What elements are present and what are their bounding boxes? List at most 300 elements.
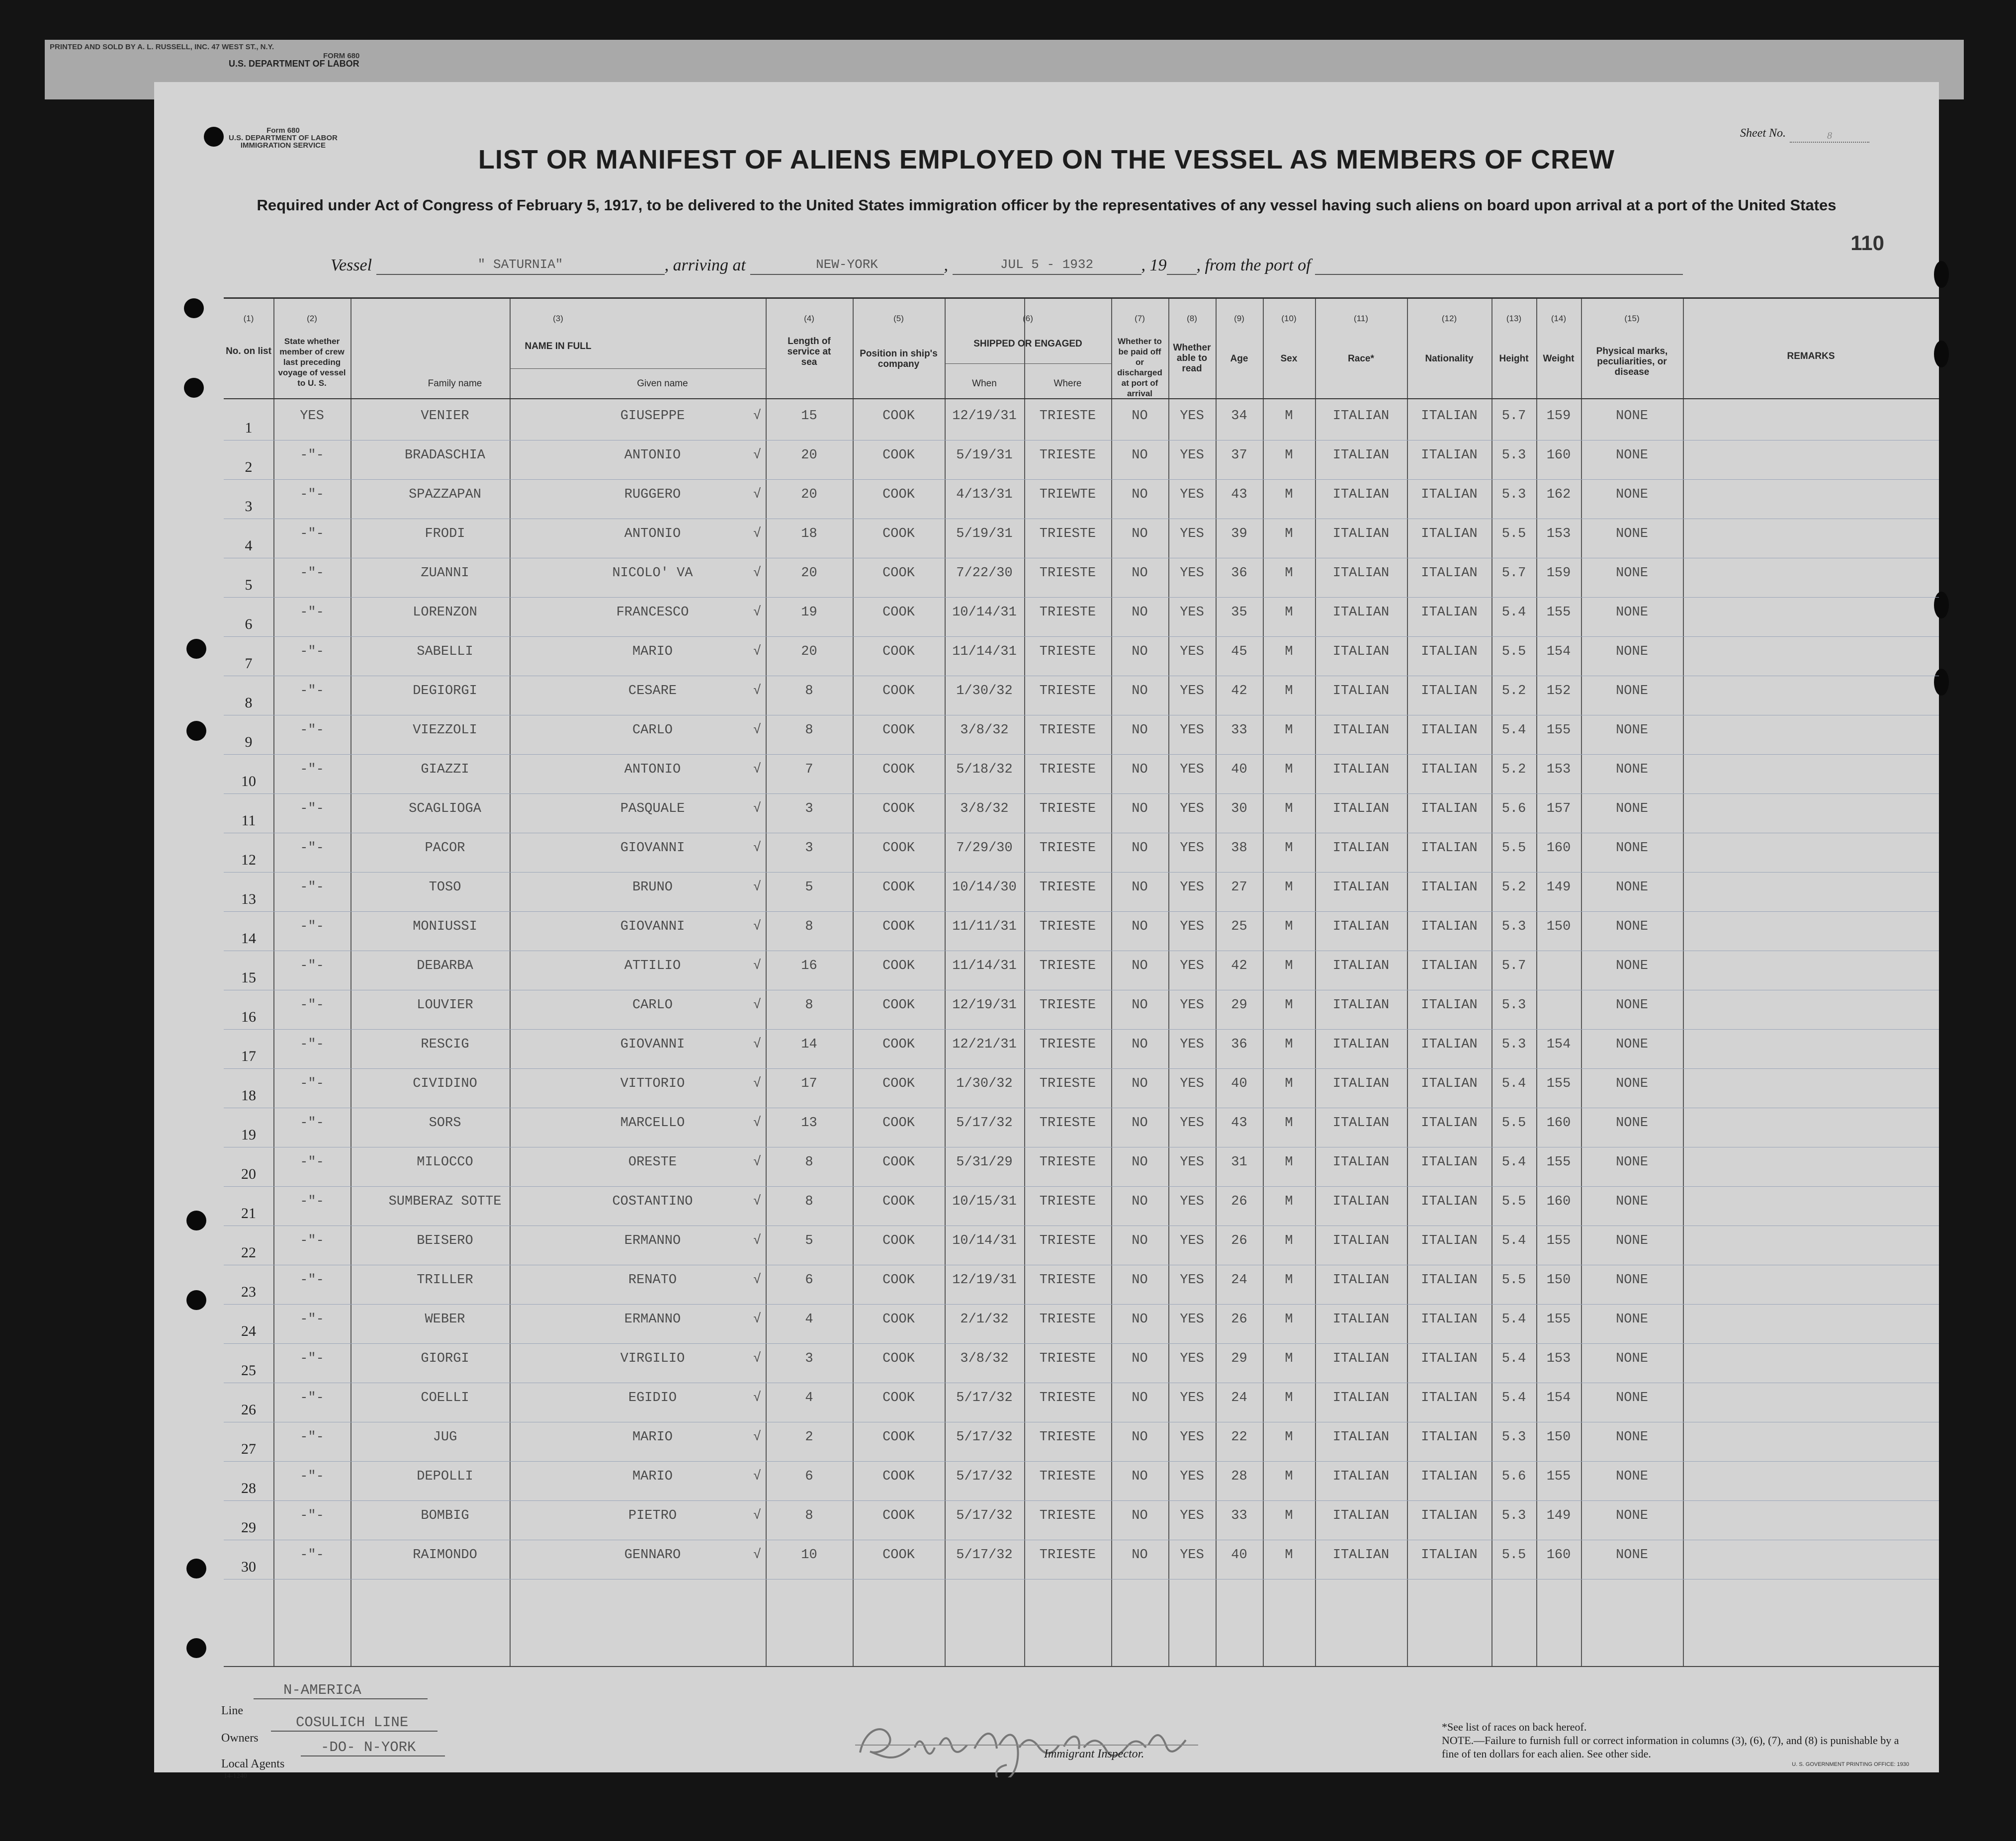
inspector-label: Immigrant Inspector. xyxy=(1044,1748,1144,1760)
check-mark-icon: √ xyxy=(753,1351,762,1366)
cell-marks: NONE xyxy=(1616,1312,1648,1327)
cell-service: 5 xyxy=(805,1233,813,1248)
cell-read: YES xyxy=(1180,409,1204,424)
table-row xyxy=(224,1186,1939,1226)
cell-age: 40 xyxy=(1231,1076,1247,1091)
note-penalty: NOTE.—Failure to furnish full or correct information in columns (3), (6), (7), and (8) is punishable by a fine of ten dollars for each alien. See other side. xyxy=(1442,1734,1899,1760)
cell-where: TRIESTE xyxy=(1039,684,1096,699)
cell-position: COOK xyxy=(882,841,915,856)
cell-family: SORS xyxy=(429,1116,461,1131)
col-head-no: No. on list xyxy=(226,346,271,356)
cell-paid: NO xyxy=(1132,448,1148,463)
cell-where: TRIESTE xyxy=(1039,1273,1096,1288)
cell-age: 27 xyxy=(1231,880,1247,895)
cell-no: 25 xyxy=(241,1362,256,1379)
cell-marks: NONE xyxy=(1616,1391,1648,1405)
check-mark-icon: √ xyxy=(753,1076,762,1091)
col-num-8: (8) xyxy=(1187,314,1197,323)
check-mark-icon: √ xyxy=(753,841,762,856)
arrival-date: JUL 5 - 1932 xyxy=(953,257,1141,275)
cell-where: TRIESTE xyxy=(1039,605,1096,620)
stamped-page-number: 110 xyxy=(1850,231,1884,255)
cell-age: 40 xyxy=(1231,1548,1247,1563)
cell-weight: 154 xyxy=(1546,1037,1571,1052)
cell-no: 29 xyxy=(241,1519,256,1536)
cell-read: YES xyxy=(1180,1508,1204,1523)
table-row xyxy=(224,1226,1939,1265)
col-head-position: Position in ship's company xyxy=(860,349,938,369)
cell-no: 19 xyxy=(241,1127,256,1143)
cell-family: BEISERO xyxy=(417,1233,473,1248)
cell-position: COOK xyxy=(882,1312,915,1327)
cell-paid: NO xyxy=(1132,880,1148,895)
check-mark-icon: √ xyxy=(753,801,762,816)
cell-given: VITTORIO xyxy=(620,1076,685,1091)
cell-prev: -"- xyxy=(300,1508,324,1523)
cell-sex: M xyxy=(1285,919,1293,934)
cell-position: COOK xyxy=(882,880,915,895)
cell-marks: NONE xyxy=(1616,409,1648,424)
punch-hole xyxy=(186,1638,206,1658)
cell-paid: NO xyxy=(1132,1273,1148,1288)
cell-prev: -"- xyxy=(300,1037,324,1052)
cell-weight: 150 xyxy=(1546,919,1571,934)
cell-service: 20 xyxy=(801,644,817,659)
cell-no: 23 xyxy=(241,1284,256,1300)
cell-height: 5.4 xyxy=(1501,1155,1526,1170)
cell-given: PIETRO xyxy=(628,1508,677,1523)
cell-read: YES xyxy=(1180,644,1204,659)
cell-prev: -"- xyxy=(300,1548,324,1563)
cell-where: TRIESTE xyxy=(1039,1351,1096,1366)
cell-prev: -"- xyxy=(300,1155,324,1170)
cell-nat: ITALIAN xyxy=(1421,1076,1478,1091)
cell-where: TRIESTE xyxy=(1039,801,1096,816)
cell-height: 5.5 xyxy=(1501,1116,1526,1131)
cell-prev: -"- xyxy=(300,998,324,1013)
cell-paid: NO xyxy=(1132,1469,1148,1484)
cell-age: 36 xyxy=(1231,1037,1247,1052)
col-head-weight: Weight xyxy=(1543,353,1575,364)
cell-age: 26 xyxy=(1231,1194,1247,1209)
cell-read: YES xyxy=(1180,959,1204,973)
cell-paid: NO xyxy=(1132,1194,1148,1209)
check-mark-icon: √ xyxy=(753,1391,762,1405)
cell-when: 10/14/31 xyxy=(952,605,1017,620)
cell-nat: ITALIAN xyxy=(1421,919,1478,934)
cell-when: 12/21/31 xyxy=(952,1037,1017,1052)
cell-read: YES xyxy=(1180,1194,1204,1209)
cell-no: 5 xyxy=(245,577,253,593)
cell-paid: NO xyxy=(1132,998,1148,1013)
cell-marks: NONE xyxy=(1616,880,1648,895)
cell-age: 26 xyxy=(1231,1312,1247,1327)
cell-when: 7/29/30 xyxy=(956,841,1013,856)
cell-given: CESARE xyxy=(628,684,677,699)
col-head-sex: Sex xyxy=(1280,353,1298,364)
col-num-9: (9) xyxy=(1234,314,1244,323)
cell-given: MARCELLO xyxy=(620,1116,685,1131)
cell-prev: -"- xyxy=(300,1312,324,1327)
table-row xyxy=(224,754,1939,794)
cell-height: 5.5 xyxy=(1501,526,1526,541)
form-number: Form 680 xyxy=(266,126,300,135)
cell-paid: NO xyxy=(1132,1155,1148,1170)
check-mark-icon: √ xyxy=(753,487,762,502)
check-mark-icon: √ xyxy=(753,566,762,581)
cell-position: COOK xyxy=(882,723,915,738)
cell-age: 34 xyxy=(1231,409,1247,424)
table-row xyxy=(224,715,1939,755)
cell-prev: -"- xyxy=(300,959,324,973)
cell-read: YES xyxy=(1180,1076,1204,1091)
cell-age: 26 xyxy=(1231,1233,1247,1248)
year-value xyxy=(1167,257,1197,275)
cell-given: PASQUALE xyxy=(620,801,685,816)
cell-prev: -"- xyxy=(300,1194,324,1209)
col-head-given: Given name xyxy=(637,378,688,389)
cell-weight: 155 xyxy=(1546,1312,1571,1327)
sheet-number-value: 8 xyxy=(1790,130,1869,143)
cell-read: YES xyxy=(1180,1116,1204,1131)
note-races: *See list of races on back hereof. xyxy=(1442,1721,1587,1733)
cell-nat: ITALIAN xyxy=(1421,487,1478,502)
cell-family: GIAZZI xyxy=(421,762,469,777)
cell-where: TRIESTE xyxy=(1039,998,1096,1013)
cell-prev: -"- xyxy=(300,526,324,541)
cell-given: GIOVANNI xyxy=(620,1037,685,1052)
cell-height: 5.5 xyxy=(1501,1273,1526,1288)
cell-marks: NONE xyxy=(1616,841,1648,856)
crew-table xyxy=(224,297,1939,1667)
cell-paid: NO xyxy=(1132,409,1148,424)
cell-sex: M xyxy=(1285,605,1293,620)
cell-height: 5.5 xyxy=(1501,644,1526,659)
cell-marks: NONE xyxy=(1616,1469,1648,1484)
cell-weight: 160 xyxy=(1546,841,1571,856)
cell-position: COOK xyxy=(882,487,915,502)
cell-race: ITALIAN xyxy=(1332,1194,1390,1209)
col-head-nationality: Nationality xyxy=(1425,353,1474,364)
table-row xyxy=(224,1540,1939,1579)
cell-where: TRIESTE xyxy=(1039,1076,1096,1091)
cell-when: 3/8/32 xyxy=(960,1351,1009,1366)
cell-age: 33 xyxy=(1231,1508,1247,1523)
cell-height: 5.4 xyxy=(1501,1312,1526,1327)
table-row xyxy=(224,1500,1939,1540)
table-row xyxy=(224,401,1939,440)
cell-prev: -"- xyxy=(300,1233,324,1248)
cell-weight: 157 xyxy=(1546,801,1571,816)
check-mark-icon: √ xyxy=(753,998,762,1013)
cell-family: MONIUSSI xyxy=(413,919,477,934)
cell-where: TRIESTE xyxy=(1039,1469,1096,1484)
cell-read: YES xyxy=(1180,998,1204,1013)
cell-no: 16 xyxy=(241,1009,256,1025)
cell-given: RUGGERO xyxy=(624,487,681,502)
cell-prev: -"- xyxy=(300,1351,324,1366)
cell-race: ITALIAN xyxy=(1332,409,1390,424)
cell-paid: NO xyxy=(1132,684,1148,699)
cell-no: 13 xyxy=(241,891,256,907)
cell-family: BOMBIG xyxy=(421,1508,469,1523)
cell-service: 4 xyxy=(805,1391,813,1405)
sheet-number-label: Sheet No. xyxy=(1740,127,1786,140)
cell-service: 7 xyxy=(805,762,813,777)
check-mark-icon: √ xyxy=(753,644,762,659)
cell-family: COELLI xyxy=(421,1391,469,1405)
cell-nat: ITALIAN xyxy=(1421,526,1478,541)
cell-no: 17 xyxy=(241,1048,256,1064)
cell-given: BRUNO xyxy=(632,880,673,895)
cell-nat: ITALIAN xyxy=(1421,409,1478,424)
cell-marks: NONE xyxy=(1616,448,1648,463)
cell-nat: ITALIAN xyxy=(1421,1155,1478,1170)
cell-service: 8 xyxy=(805,1155,813,1170)
punch-hole xyxy=(184,298,204,318)
table-row xyxy=(224,636,1939,676)
col-head-read: Whether able to read xyxy=(1173,343,1211,374)
cell-given: EGIDIO xyxy=(628,1391,677,1405)
line-value: N-AMERICA xyxy=(254,1682,428,1699)
cell-race: ITALIAN xyxy=(1332,959,1390,973)
cell-sex: M xyxy=(1285,644,1293,659)
cell-marks: NONE xyxy=(1616,723,1648,738)
cell-service: 14 xyxy=(801,1037,817,1052)
cell-read: YES xyxy=(1180,1469,1204,1484)
cell-prev: -"- xyxy=(300,1469,324,1484)
table-row xyxy=(224,440,1939,480)
cell-nat: ITALIAN xyxy=(1421,1548,1478,1563)
cell-age: 38 xyxy=(1231,841,1247,856)
check-mark-icon: √ xyxy=(753,1508,762,1523)
cell-read: YES xyxy=(1180,1155,1204,1170)
cell-sex: M xyxy=(1285,1430,1293,1445)
cell-weight: 160 xyxy=(1546,1116,1571,1131)
cell-position: COOK xyxy=(882,1273,915,1288)
cell-prev: -"- xyxy=(300,1273,324,1288)
cell-no: 15 xyxy=(241,969,256,986)
cell-when: 10/14/30 xyxy=(952,880,1017,895)
cell-sex: M xyxy=(1285,998,1293,1013)
cell-no: 10 xyxy=(241,773,256,789)
cell-no: 4 xyxy=(245,537,253,554)
cell-height: 5.7 xyxy=(1501,959,1526,973)
col-num-3: (3) xyxy=(553,314,563,323)
cell-race: ITALIAN xyxy=(1332,487,1390,502)
cell-read: YES xyxy=(1180,487,1204,502)
cell-height: 5.3 xyxy=(1501,1508,1526,1523)
col-head-race: Race* xyxy=(1348,353,1374,364)
punch-hole xyxy=(184,378,204,398)
page-title: LIST OR MANIFEST OF ALIENS EMPLOYED ON THE VESSEL AS MEMBERS OF CREW xyxy=(478,145,1615,175)
cell-race: ITALIAN xyxy=(1332,448,1390,463)
cell-service: 10 xyxy=(801,1548,817,1563)
table-row xyxy=(224,597,1939,637)
col-head-shipped: SHIPPED OR ENGAGED xyxy=(973,339,1082,349)
cell-read: YES xyxy=(1180,1391,1204,1405)
cell-given: VIRGILIO xyxy=(620,1351,685,1366)
col-head-prev-voyage: State whether member of crew last preceding voyage of vessel to U. S. xyxy=(278,337,346,388)
punch-hole xyxy=(186,1290,206,1310)
cell-sex: M xyxy=(1285,880,1293,895)
cell-read: YES xyxy=(1180,684,1204,699)
cell-no: 8 xyxy=(245,695,253,711)
cell-where: TRIESTE xyxy=(1039,841,1096,856)
cell-race: ITALIAN xyxy=(1332,605,1390,620)
cell-when: 5/17/32 xyxy=(956,1430,1013,1445)
cell-family: VENIER xyxy=(421,409,469,424)
cell-race: ITALIAN xyxy=(1332,1116,1390,1131)
cell-age: 29 xyxy=(1231,998,1247,1013)
table-row xyxy=(224,1147,1939,1187)
cell-no: 18 xyxy=(241,1087,256,1104)
cell-marks: NONE xyxy=(1616,644,1648,659)
table-row xyxy=(224,872,1939,912)
cell-marks: NONE xyxy=(1616,487,1648,502)
check-mark-icon: √ xyxy=(753,1116,762,1131)
cell-nat: ITALIAN xyxy=(1421,1508,1478,1523)
table-row xyxy=(224,519,1939,558)
cell-position: COOK xyxy=(882,762,915,777)
cell-prev: -"- xyxy=(300,762,324,777)
check-mark-icon: √ xyxy=(753,880,762,895)
cell-paid: NO xyxy=(1132,1233,1148,1248)
cell-service: 8 xyxy=(805,1508,813,1523)
check-mark-icon: √ xyxy=(753,1312,762,1327)
cell-service: 3 xyxy=(805,1351,813,1366)
cell-age: 36 xyxy=(1231,566,1247,581)
cell-read: YES xyxy=(1180,526,1204,541)
cell-marks: NONE xyxy=(1616,801,1648,816)
cell-read: YES xyxy=(1180,762,1204,777)
cell-race: ITALIAN xyxy=(1332,1430,1390,1445)
table-row xyxy=(224,1108,1939,1147)
cell-family: DEBARBA xyxy=(417,959,473,973)
cell-position: COOK xyxy=(882,919,915,934)
cell-given: ANTONIO xyxy=(624,526,681,541)
cell-race: ITALIAN xyxy=(1332,723,1390,738)
cell-marks: NONE xyxy=(1616,762,1648,777)
cell-paid: NO xyxy=(1132,1076,1148,1091)
cell-where: TRIESTE xyxy=(1039,1037,1096,1052)
cell-nat: ITALIAN xyxy=(1421,723,1478,738)
cell-weight: 159 xyxy=(1546,566,1571,581)
cell-nat: ITALIAN xyxy=(1421,605,1478,620)
cell-sex: M xyxy=(1285,1233,1293,1248)
cell-read: YES xyxy=(1180,448,1204,463)
check-mark-icon: √ xyxy=(753,1273,762,1288)
cell-weight: 153 xyxy=(1546,1351,1571,1366)
cell-service: 16 xyxy=(801,959,817,973)
cell-given: ORESTE xyxy=(628,1155,677,1170)
cell-weight: 155 xyxy=(1546,1155,1571,1170)
cell-family: FRODI xyxy=(425,526,465,541)
cell-height: 5.3 xyxy=(1501,1037,1526,1052)
cell-race: ITALIAN xyxy=(1332,1508,1390,1523)
cell-position: COOK xyxy=(882,1155,915,1170)
cell-given: MARIO xyxy=(632,644,673,659)
cell-prev: -"- xyxy=(300,644,324,659)
cell-where: TRIESTE xyxy=(1039,762,1096,777)
table-row xyxy=(224,951,1939,990)
sheet-number xyxy=(1740,127,1869,143)
cell-marks: NONE xyxy=(1616,1116,1648,1131)
cell-height: 5.4 xyxy=(1501,1076,1526,1091)
cell-when: 12/19/31 xyxy=(952,998,1017,1013)
col-head-when: When xyxy=(972,378,997,389)
cell-prev: -"- xyxy=(300,605,324,620)
cell-where: TRIESTE xyxy=(1039,1194,1096,1209)
cell-marks: NONE xyxy=(1616,566,1648,581)
cell-nat: ITALIAN xyxy=(1421,1037,1478,1052)
cell-height: 5.5 xyxy=(1501,1548,1526,1563)
cell-family: RESCIG xyxy=(421,1037,469,1052)
cell-where: TRIESTE xyxy=(1039,880,1096,895)
cell-marks: NONE xyxy=(1616,1155,1648,1170)
cell-height: 5.5 xyxy=(1501,841,1526,856)
cell-given: ANTONIO xyxy=(624,448,681,463)
cell-where: TRIESTE xyxy=(1039,1116,1096,1131)
col-num-5: (5) xyxy=(893,314,904,323)
cell-weight: 159 xyxy=(1546,409,1571,424)
cell-marks: NONE xyxy=(1616,1076,1648,1091)
cell-service: 20 xyxy=(801,448,817,463)
cell-where: TRIESTE xyxy=(1039,959,1096,973)
cell-paid: NO xyxy=(1132,605,1148,620)
cell-no: 24 xyxy=(241,1323,256,1339)
check-mark-icon: √ xyxy=(753,1155,762,1170)
cell-height: 5.2 xyxy=(1501,762,1526,777)
cell-family: JUG xyxy=(433,1430,457,1445)
cell-prev: -"- xyxy=(300,684,324,699)
cell-paid: NO xyxy=(1132,1116,1148,1131)
col-head-name: NAME IN FULL xyxy=(525,341,592,351)
cell-prev: -"- xyxy=(300,1430,324,1445)
cell-given: NICOLO' VA xyxy=(612,566,693,581)
cell-marks: NONE xyxy=(1616,1273,1648,1288)
cell-race: ITALIAN xyxy=(1332,566,1390,581)
cell-sex: M xyxy=(1285,959,1293,973)
cell-height: 5.3 xyxy=(1501,448,1526,463)
cell-position: COOK xyxy=(882,1233,915,1248)
cell-marks: NONE xyxy=(1616,959,1648,973)
cell-service: 3 xyxy=(805,801,813,816)
cell-marks: NONE xyxy=(1616,1508,1648,1523)
cell-when: 5/17/32 xyxy=(956,1469,1013,1484)
cell-height: 5.3 xyxy=(1501,487,1526,502)
cell-service: 8 xyxy=(805,1194,813,1209)
cell-race: ITALIAN xyxy=(1332,919,1390,934)
cell-prev: -"- xyxy=(300,566,324,581)
cell-height: 5.3 xyxy=(1501,998,1526,1013)
cell-when: 5/17/32 xyxy=(956,1508,1013,1523)
check-mark-icon: √ xyxy=(753,684,762,699)
cell-when: 5/17/32 xyxy=(956,1116,1013,1131)
cell-weight: 155 xyxy=(1546,723,1571,738)
cell-service: 19 xyxy=(801,605,817,620)
cell-age: 30 xyxy=(1231,801,1247,816)
cell-height: 5.5 xyxy=(1501,1194,1526,1209)
check-mark-icon: √ xyxy=(753,1233,762,1248)
cell-prev: -"- xyxy=(300,919,324,934)
inspector-signature xyxy=(850,1718,1208,1777)
check-mark-icon: √ xyxy=(753,1037,762,1052)
cell-age: 24 xyxy=(1231,1391,1247,1405)
back-form: FORM 680 xyxy=(323,52,360,60)
cell-read: YES xyxy=(1180,1430,1204,1445)
cell-given: ATTILIO xyxy=(624,959,681,973)
